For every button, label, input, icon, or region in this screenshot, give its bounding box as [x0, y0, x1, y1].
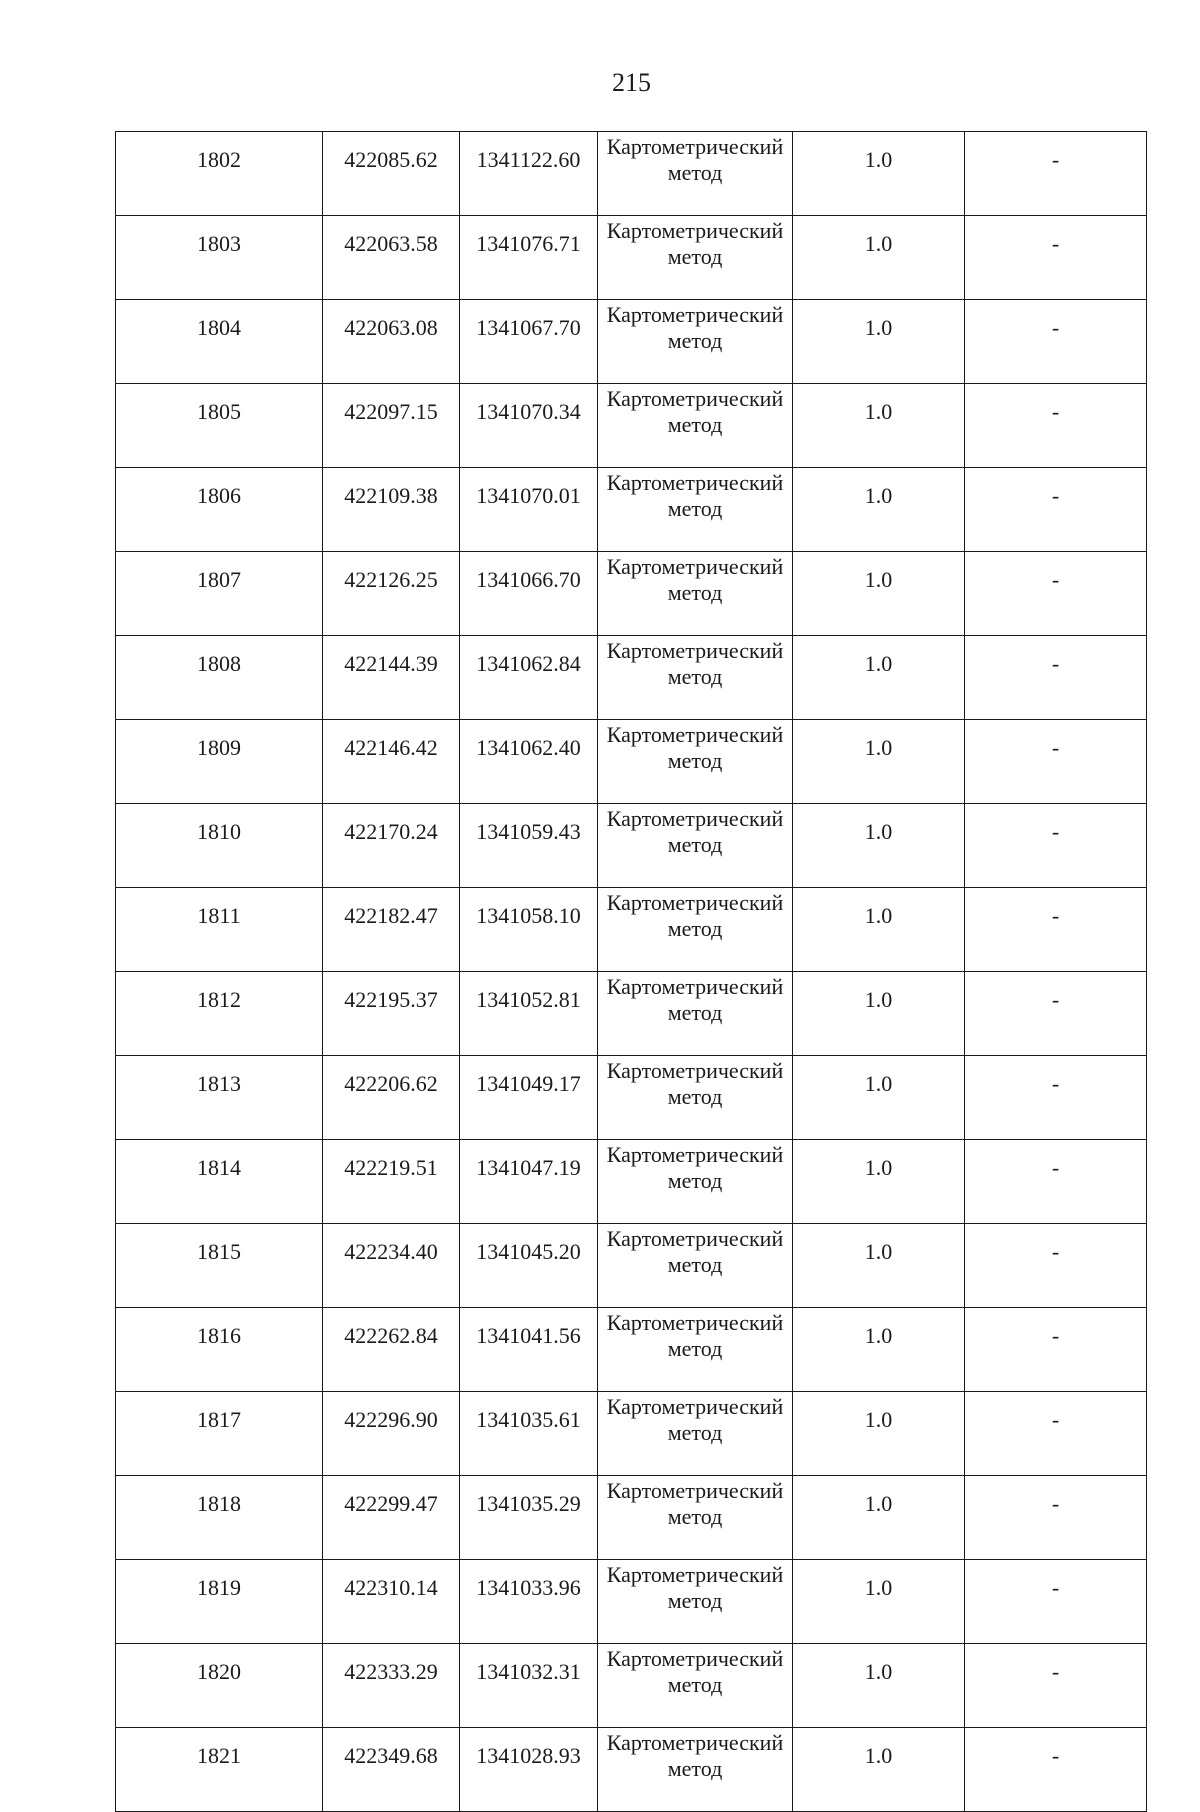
method-label-line1: Картометрический [606, 1478, 784, 1503]
table-row [116, 1392, 1147, 1476]
x-coordinate-cell: 422146.42 [323, 720, 460, 804]
table-row [116, 1224, 1147, 1308]
note-cell: - [965, 1560, 1147, 1644]
method-label-line2: метод [667, 244, 723, 269]
note-cell: - [965, 1728, 1147, 1812]
method-label-line2: метод [667, 1588, 723, 1613]
note-cell: - [965, 888, 1147, 972]
x-coordinate-cell: 422296.90 [323, 1392, 460, 1476]
point-number-cell: 1806 [116, 468, 323, 552]
point-number-cell: 1812 [116, 972, 323, 1056]
x-coordinate-cell: 422206.62 [323, 1056, 460, 1140]
precision-cell: 1.0 [793, 1392, 965, 1476]
precision-cell: 1.0 [793, 384, 965, 468]
method-label-line1: Картометрический [606, 1058, 784, 1083]
precision-cell: 1.0 [793, 132, 965, 216]
note-cell: - [965, 1140, 1147, 1224]
method-label-line2: метод [667, 580, 723, 605]
precision-cell: 1.0 [793, 804, 965, 888]
table-row [116, 1140, 1147, 1224]
y-coordinate-cell: 1341070.01 [460, 468, 598, 552]
y-coordinate-cell: 1341062.40 [460, 720, 598, 804]
table-row [116, 132, 1147, 216]
method-label-line1: Картометрический [606, 1730, 784, 1755]
x-coordinate-cell: 422310.14 [323, 1560, 460, 1644]
method-label-line2: метод [667, 1756, 723, 1781]
note-cell: - [965, 384, 1147, 468]
precision-cell: 1.0 [793, 972, 965, 1056]
y-coordinate-cell: 1341049.17 [460, 1056, 598, 1140]
method-label-line2: метод [667, 328, 723, 353]
method-cell [598, 1308, 793, 1392]
y-coordinate-cell: 1341052.81 [460, 972, 598, 1056]
x-coordinate-cell: 422144.39 [323, 636, 460, 720]
method-label-line1: Картометрический [606, 1646, 784, 1671]
method-cell [598, 636, 793, 720]
x-coordinate-cell: 422063.58 [323, 216, 460, 300]
x-coordinate-cell: 422195.37 [323, 972, 460, 1056]
precision-cell: 1.0 [793, 1644, 965, 1728]
note-cell: - [965, 1392, 1147, 1476]
y-coordinate-cell: 1341035.29 [460, 1476, 598, 1560]
point-number-cell: 1814 [116, 1140, 323, 1224]
y-coordinate-cell: 1341045.20 [460, 1224, 598, 1308]
point-number-cell: 1805 [116, 384, 323, 468]
method-label-line2: метод [667, 496, 723, 521]
method-label-line2: метод [667, 1000, 723, 1025]
table-body [116, 132, 1147, 1812]
x-coordinate-cell: 422170.24 [323, 804, 460, 888]
point-number-cell: 1804 [116, 300, 323, 384]
table-row [116, 720, 1147, 804]
method-label-line1: Картометрический [606, 302, 784, 327]
method-cell [598, 300, 793, 384]
method-label-line1: Картометрический [606, 134, 784, 159]
point-number-cell: 1808 [116, 636, 323, 720]
note-cell: - [965, 636, 1147, 720]
y-coordinate-cell: 1341035.61 [460, 1392, 598, 1476]
method-label-line1: Картометрический [606, 890, 784, 915]
x-coordinate-cell: 422063.08 [323, 300, 460, 384]
method-label-line2: метод [667, 1336, 723, 1361]
point-number-cell: 1815 [116, 1224, 323, 1308]
method-cell [598, 552, 793, 636]
note-cell: - [965, 804, 1147, 888]
precision-cell: 1.0 [793, 1476, 965, 1560]
method-cell [598, 1476, 793, 1560]
y-coordinate-cell: 1341041.56 [460, 1308, 598, 1392]
method-cell [598, 468, 793, 552]
x-coordinate-cell: 422262.84 [323, 1308, 460, 1392]
point-number-cell: 1811 [116, 888, 323, 972]
table-row [116, 468, 1147, 552]
note-cell: - [965, 468, 1147, 552]
method-label-line2: метод [667, 832, 723, 857]
method-cell [598, 972, 793, 1056]
note-cell: - [965, 1308, 1147, 1392]
method-label-line2: метод [667, 1504, 723, 1529]
method-label-line2: метод [667, 664, 723, 689]
method-cell [598, 1728, 793, 1812]
note-cell: - [965, 1644, 1147, 1728]
point-number-cell: 1820 [116, 1644, 323, 1728]
y-coordinate-cell: 1341067.70 [460, 300, 598, 384]
method-label-line2: метод [667, 748, 723, 773]
note-cell: - [965, 216, 1147, 300]
precision-cell: 1.0 [793, 888, 965, 972]
x-coordinate-cell: 422234.40 [323, 1224, 460, 1308]
y-coordinate-cell: 1341028.93 [460, 1728, 598, 1812]
table-row [116, 216, 1147, 300]
x-coordinate-cell: 422085.62 [323, 132, 460, 216]
method-label-line1: Картометрический [606, 1562, 784, 1587]
precision-cell: 1.0 [793, 468, 965, 552]
x-coordinate-cell: 422126.25 [323, 552, 460, 636]
method-cell [598, 1644, 793, 1728]
x-coordinate-cell: 422299.47 [323, 1476, 460, 1560]
y-coordinate-cell: 1341033.96 [460, 1560, 598, 1644]
method-cell [598, 216, 793, 300]
point-number-cell: 1802 [116, 132, 323, 216]
method-cell [598, 888, 793, 972]
table-row [116, 1644, 1147, 1728]
table-row [116, 1560, 1147, 1644]
method-cell [598, 1056, 793, 1140]
precision-cell: 1.0 [793, 552, 965, 636]
table-row [116, 972, 1147, 1056]
method-label-line1: Картометрический [606, 1310, 784, 1335]
point-number-cell: 1821 [116, 1728, 323, 1812]
method-cell [598, 1392, 793, 1476]
method-label-line2: метод [667, 1420, 723, 1445]
method-label-line1: Картометрический [606, 722, 784, 747]
precision-cell: 1.0 [793, 1560, 965, 1644]
method-label-line1: Картометрический [606, 1142, 784, 1167]
method-label-line1: Картометрический [606, 1394, 784, 1419]
precision-cell: 1.0 [793, 1140, 965, 1224]
table-row [116, 1728, 1147, 1812]
y-coordinate-cell: 1341059.43 [460, 804, 598, 888]
y-coordinate-cell: 1341032.31 [460, 1644, 598, 1728]
method-label-line2: метод [667, 160, 723, 185]
note-cell: - [965, 972, 1147, 1056]
x-coordinate-cell: 422097.15 [323, 384, 460, 468]
table-row [116, 552, 1147, 636]
method-label-line2: метод [667, 412, 723, 437]
y-coordinate-cell: 1341058.10 [460, 888, 598, 972]
precision-cell: 1.0 [793, 216, 965, 300]
note-cell: - [965, 1224, 1147, 1308]
y-coordinate-cell: 1341066.70 [460, 552, 598, 636]
x-coordinate-cell: 422349.68 [323, 1728, 460, 1812]
method-cell [598, 804, 793, 888]
note-cell: - [965, 1056, 1147, 1140]
note-cell: - [965, 132, 1147, 216]
x-coordinate-cell: 422109.38 [323, 468, 460, 552]
point-number-cell: 1819 [116, 1560, 323, 1644]
precision-cell: 1.0 [793, 1308, 965, 1392]
table-row [116, 1308, 1147, 1392]
point-number-cell: 1807 [116, 552, 323, 636]
method-label-line1: Картометрический [606, 470, 784, 495]
method-label-line2: метод [667, 916, 723, 941]
y-coordinate-cell: 1341076.71 [460, 216, 598, 300]
precision-cell: 1.0 [793, 1728, 965, 1812]
method-label-line1: Картометрический [606, 386, 784, 411]
y-coordinate-cell: 1341062.84 [460, 636, 598, 720]
point-number-cell: 1813 [116, 1056, 323, 1140]
note-cell: - [965, 1476, 1147, 1560]
method-label-line2: метод [667, 1084, 723, 1109]
method-cell [598, 720, 793, 804]
point-number-cell: 1816 [116, 1308, 323, 1392]
method-label-line1: Картометрический [606, 974, 784, 999]
method-cell [598, 1224, 793, 1308]
method-cell [598, 1560, 793, 1644]
method-label-line1: Картометрический [606, 638, 784, 663]
method-label-line1: Картометрический [606, 1226, 784, 1251]
table-row [116, 300, 1147, 384]
point-number-cell: 1818 [116, 1476, 323, 1560]
precision-cell: 1.0 [793, 636, 965, 720]
method-label-line1: Картометрический [606, 554, 784, 579]
table-row [116, 888, 1147, 972]
note-cell: - [965, 300, 1147, 384]
x-coordinate-cell: 422333.29 [323, 1644, 460, 1728]
method-label-line1: Картометрический [606, 218, 784, 243]
x-coordinate-cell: 422219.51 [323, 1140, 460, 1224]
y-coordinate-cell: 1341047.19 [460, 1140, 598, 1224]
point-number-cell: 1809 [116, 720, 323, 804]
point-number-cell: 1817 [116, 1392, 323, 1476]
precision-cell: 1.0 [793, 300, 965, 384]
method-cell [598, 384, 793, 468]
x-coordinate-cell: 422182.47 [323, 888, 460, 972]
method-label-line2: метод [667, 1672, 723, 1697]
method-cell [598, 1140, 793, 1224]
coordinates-table [115, 131, 1147, 1812]
table-row [116, 636, 1147, 720]
note-cell: - [965, 552, 1147, 636]
page-number: 215 [612, 68, 651, 97]
table-row [116, 384, 1147, 468]
point-number-cell: 1810 [116, 804, 323, 888]
precision-cell: 1.0 [793, 1056, 965, 1140]
note-cell: - [965, 720, 1147, 804]
y-coordinate-cell: 1341122.60 [460, 132, 598, 216]
point-number-cell: 1803 [116, 216, 323, 300]
y-coordinate-cell: 1341070.34 [460, 384, 598, 468]
table-row [116, 804, 1147, 888]
method-label-line1: Картометрический [606, 806, 784, 831]
method-label-line2: метод [667, 1252, 723, 1277]
method-label-line2: метод [667, 1168, 723, 1193]
precision-cell: 1.0 [793, 1224, 965, 1308]
precision-cell: 1.0 [793, 720, 965, 804]
method-cell [598, 132, 793, 216]
table-row [116, 1056, 1147, 1140]
table-row [116, 1476, 1147, 1560]
